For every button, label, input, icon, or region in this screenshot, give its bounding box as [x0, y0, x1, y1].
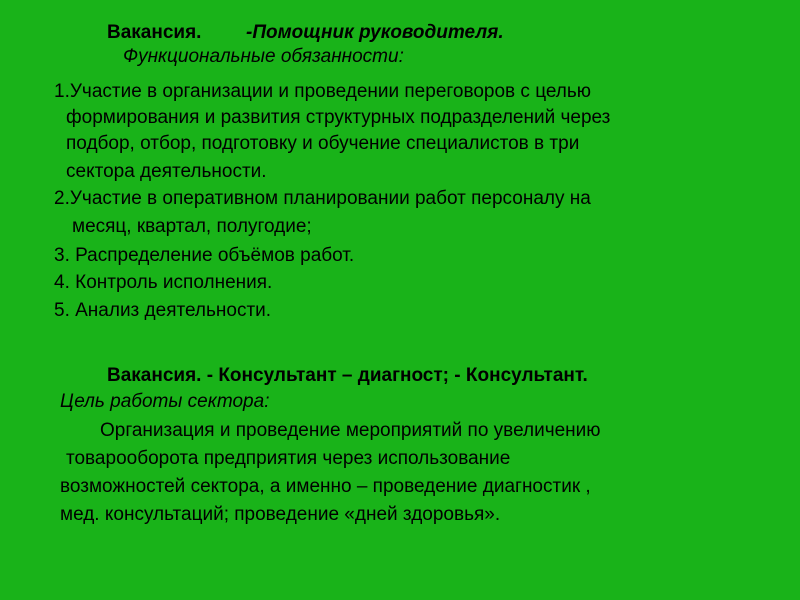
- duty-line: 1.Участие в организации и проведении переговоров с целью: [54, 81, 592, 102]
- duty-line: формирования и развития структурных подразделений через: [66, 107, 611, 128]
- duty-line: 5. Анализ деятельности.: [54, 300, 272, 321]
- goal-line: мед. консультаций; проведение «дней здоровья».: [60, 504, 501, 525]
- goal-line: возможностей сектора, а именно – проведение диагностик ,: [60, 476, 591, 497]
- vacancy-position-1: -Помощник руководителя.: [246, 22, 504, 43]
- duty-line: 4. Контроль исполнения.: [54, 272, 273, 293]
- sector-goal-subtitle: Цель работы сектора:: [60, 391, 270, 412]
- duty-line: сектора деятельности.: [66, 161, 267, 182]
- duty-line: 3. Распределение объёмов работ.: [54, 245, 355, 266]
- duty-line: 2.Участие в оперативном планировании работ персоналу на: [54, 188, 591, 209]
- duties-subtitle: Функциональные обязанности:: [123, 46, 404, 67]
- duty-line: месяц, квартал, полугодие;: [72, 216, 312, 237]
- vacancy-label-1: Вакансия.: [107, 22, 202, 43]
- goal-line: товарооборота предприятия через использование: [66, 448, 511, 469]
- duty-line: подбор, отбор, подготовку и обучение специалистов в три: [66, 133, 580, 154]
- vacancy-title-2: Вакансия. - Консультант – диагност; - Консультант.: [107, 365, 588, 386]
- goal-line: Организация и проведение мероприятий по увеличению: [100, 420, 601, 441]
